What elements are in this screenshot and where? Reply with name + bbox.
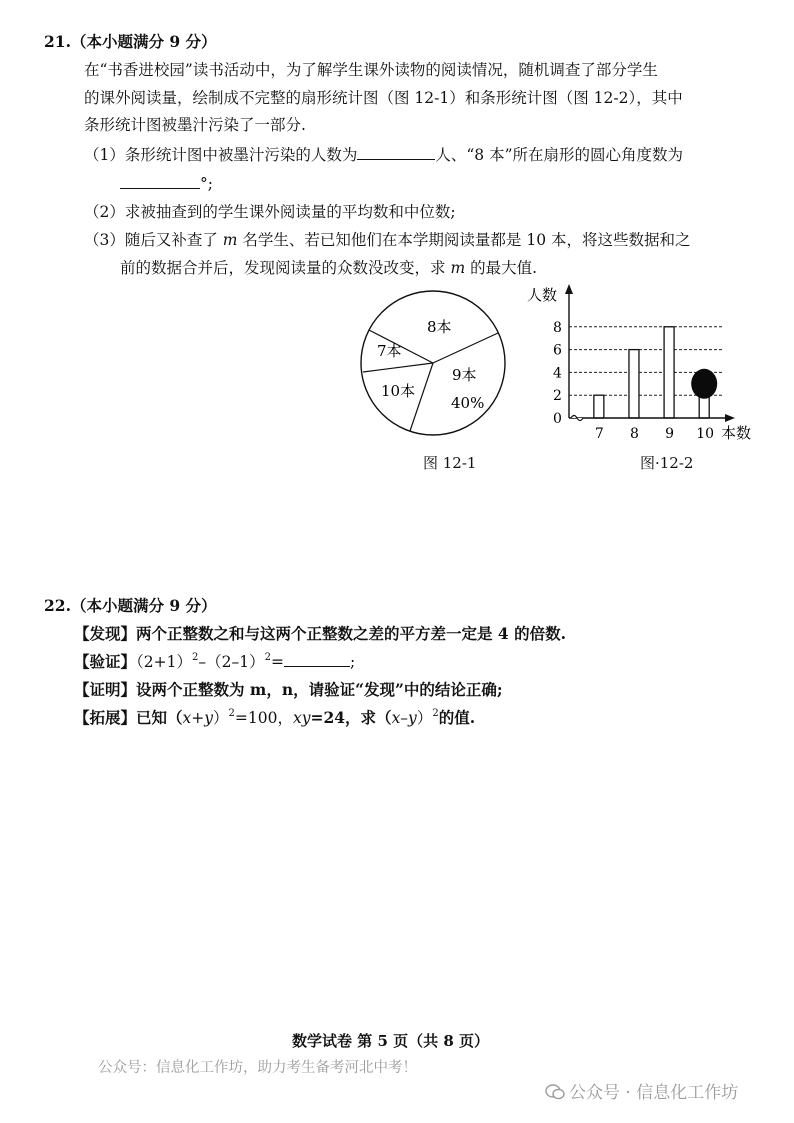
y-tick-label: 2	[553, 388, 562, 405]
pie-divider	[433, 333, 498, 363]
x-tick-label: 8	[629, 426, 639, 442]
x-tick-label: 10	[696, 426, 715, 442]
q21-intro-line2: 的课外阅读量，绘制成不完整的扇形统计图（图 12-1）和条形统计图（图 12-2），其中	[84, 89, 683, 107]
q21-intro-line1: 在“书香进校园”读书活动中，为了解学生课外读物的阅读情况，随机调查了部分学生	[84, 61, 658, 79]
pie-label-9: 9本	[452, 366, 477, 384]
y-axis-label: 人数	[527, 286, 558, 304]
pie-divider	[363, 363, 433, 372]
q22-discover: 【发现】两个正整数之和与这两个正整数之差的平方差一定是 4 的倍数.	[74, 624, 566, 643]
x-tick-label: 7	[594, 426, 604, 442]
fig-12-1-caption: 图 12-1	[423, 454, 477, 472]
watermark-left: 公众号：信息化工作坊，助力考生备考河北中考！	[98, 1060, 417, 1076]
q21-part1-cont: °;	[120, 172, 213, 193]
q21-part3: （3）随后又补查了 m 名学生、若已知他们在本学期阅读量都是 10 本，将这些数据和之	[84, 231, 691, 249]
x-axis-arrow	[725, 414, 735, 422]
q21-heading: 21.（本小题满分 9 分）	[44, 32, 217, 51]
pie-label-9-percent: 40%	[451, 394, 485, 412]
bar-7	[594, 395, 604, 418]
y-tick-label: 4	[553, 365, 562, 382]
x-axis-label: 本数	[721, 424, 752, 442]
y-axis-arrow	[565, 284, 573, 294]
pie-chart-fig-12-1	[355, 290, 525, 450]
q21-part1: （1）条形统计图中被墨汁污染的人数为 人、“8 本”所在扇形的圆心角度数为	[84, 143, 683, 165]
q22-prove: 【证明】设两个正整数为 m，n，请验证“发现”中的结论正确;	[74, 680, 503, 699]
q22-extend: 【拓展】已知$(x+y)^2=100$，xy=24，求$(x-y)^2$的值.	[74, 708, 476, 727]
y-tick-label: 6	[553, 342, 562, 359]
pie-label-8: 8本	[427, 318, 452, 336]
bar-8	[629, 350, 639, 418]
pie-label-7: 7本	[377, 342, 402, 360]
y-tick-label: 8	[553, 319, 562, 336]
q21-part2: （2）求被抽查到的学生课外阅读量的平均数和中位数;	[84, 203, 456, 221]
answer-blank[interactable]	[120, 172, 200, 189]
answer-blank[interactable]	[284, 650, 350, 667]
q21-part3-cont: 前的数据合并后，发现阅读量的众数没改变，求 m 的最大值.	[120, 259, 537, 277]
bar-9	[664, 327, 674, 418]
q22-heading: 22.（本小题满分 9 分）	[44, 596, 217, 615]
axis-break	[571, 416, 583, 421]
ink-blot	[691, 369, 717, 399]
page-footer: 数学试卷 第 5 页（共 8 页）	[292, 1032, 489, 1050]
y-tick-label: 0	[553, 411, 562, 427]
watermark-right: 公众号 · 信息化工作坊	[545, 1078, 738, 1103]
pie-label-10: 10本	[381, 382, 416, 400]
x-tick-label: 9	[665, 426, 675, 442]
q21-intro-line3: 条形统计图被墨汁污染了一部分.	[84, 116, 306, 134]
wechat-icon	[545, 1084, 565, 1100]
fig-12-2-caption: 图·12-2	[640, 454, 694, 472]
answer-blank[interactable]	[357, 143, 435, 160]
q22-verify: 【验证】$(2+1)^2-(2-1)^2=$ ;	[74, 652, 356, 671]
bar-chart-fig-12-2	[525, 282, 765, 446]
